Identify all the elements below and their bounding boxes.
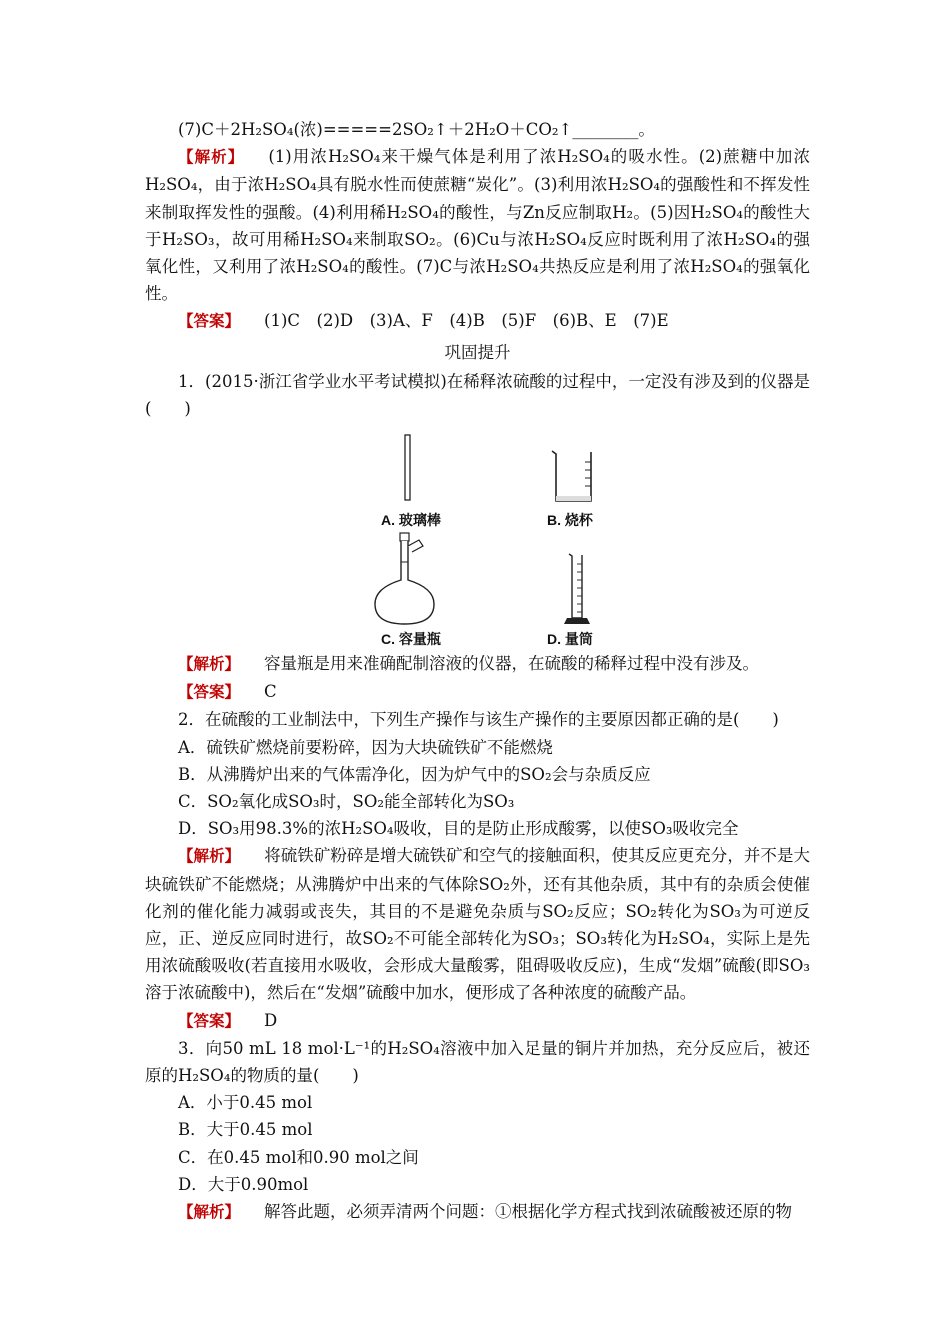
q7-line: (7)C＋2H₂SO₄(浓)=====2SO₂↑＋2H₂O＋CO₂↑________。	[178, 120, 655, 139]
block1-analysis-text: (1)用浓H₂SO₄来干燥气体是利用了浓H₂SO₄的吸水性。(2)蔗糖中加浓H₂SO₄，由于浓H₂SO₄具有脱水性而使蔗糖“炭化”。(3)利用浓H₂SO₄的强酸性和不挥发性来制取挥发性的强酸。(4)利用稀H₂SO₄的酸性，与Zn反应制取H₂。(5)因H₂SO₄的酸性大于H₂SO₃，故可用稀H₂SO₄来制取SO₂。(6)Cu与浓H₂SO₄反应时既利用了浓H₂SO₄的强氧化性，又利用了浓H₂SO₄的酸性。(7)C与浓H₂SO₄共热反应是利用了浓H₂SO₄的强氧化性。	[145, 147, 810, 304]
analysis-tag: 【解析】	[178, 847, 241, 866]
q1-answer	[145, 678, 810, 706]
q2-analysis-text: 将硫铁矿粉碎是增大硫铁矿和空气的接触面积，使其反应更充分，并不是大块硫铁矿不能燃烧；从沸腾炉中出来的气体除SO₂外，还有其他杂质，其中有的杂质会使催化剂的催化能力减弱或丧失，其目的不是避免杂质与SO₂反应；SO₂转化为SO₃为可逆反应，正、逆反应同时进行，故SO₂不可能全部转化为SO₃；SO₃转化为H₂SO₄，实际上是先用浓硫酸吸收(若直接用水吸收，会形成大量酸雾，阻碍吸收反应)，生成“发烟”硫酸(即SO₃溶于浓硫酸中)，然后在“发烟”硫酸中加水，便形成了各种浓度的硫酸产品。	[145, 846, 810, 1003]
figure-label-c: C. 容量瓶	[381, 631, 441, 648]
block1-answer-text: (1)C (2)D (3)A、F (4)B (5)F (6)B、E (7)E	[264, 311, 669, 331]
beaker-icon	[549, 448, 597, 504]
graduated-cylinder-icon	[559, 552, 593, 628]
q1-analysis-text: 容量瓶是用来准确配制溶液的仪器，在硫酸的稀释过程中没有涉及。	[264, 654, 760, 674]
answer-tag: 【答案】	[178, 1011, 241, 1030]
q1-answer-text: C	[264, 682, 277, 702]
document-page	[145, 116, 810, 1226]
volumetric-flask-icon	[367, 532, 443, 628]
q3-analysis	[145, 1198, 810, 1226]
answer-tag: 【答案】	[178, 683, 241, 702]
answer-tag: 【答案】	[178, 312, 241, 331]
q3-option-c: C．在0.45 mol和0.90 mol之间	[178, 1147, 419, 1167]
figure-label-d: D. 量筒	[547, 631, 593, 648]
q2-stem: 2．在硫酸的工业制法中，下列生产操作与该生产操作的主要原因都正确的是( )	[178, 710, 779, 730]
q2-option-b: B．从沸腾炉出来的气体需净化，因为炉气中的SO₂会与杂质反应	[178, 764, 651, 784]
figure-label-b: B. 烧杯	[547, 512, 593, 529]
q2-option-a: A．硫铁矿燃烧前要粉碎，因为大块硫铁矿不能燃烧	[178, 737, 553, 757]
lab-instruments-figure	[145, 426, 810, 648]
analysis-tag: 【解析】	[178, 148, 245, 167]
section-title: 巩固提升	[444, 342, 511, 362]
q1-stem: 1．(2015·浙江省学业水平考试模拟)在稀释浓硫酸的过程中，一定没有涉及到的仪器是( )	[145, 371, 810, 418]
figure-label-a: A. 玻璃棒	[381, 512, 441, 529]
q2-analysis	[145, 842, 810, 1006]
q2-option-d: D．SO₃用98.3%的浓H₂SO₄吸收，目的是防止形成酸雾，以使SO₃吸收完全	[178, 819, 739, 839]
q3-analysis-text: 解答此题，必须弄清两个问题：①根据化学方程式找到浓硫酸被还原的物	[264, 1202, 793, 1222]
q3-option-a: A．小于0.45 mol	[178, 1093, 313, 1113]
q2-answer-text: D	[264, 1010, 278, 1030]
block1-analysis	[145, 143, 810, 307]
analysis-tag: 【解析】	[178, 1203, 241, 1222]
q1-analysis	[145, 650, 810, 678]
q2-answer	[145, 1007, 810, 1035]
q3-option-b: B．大于0.45 mol	[178, 1120, 313, 1140]
q3-stem: 3．向50 mL 18 mol·L⁻¹的H₂SO₄溶液中加入足量的铜片并加热，充分反应后，被还原的H₂SO₄的物质的量( )	[145, 1038, 810, 1086]
analysis-tag: 【解析】	[178, 655, 241, 674]
block1-answer	[145, 307, 810, 335]
q2-option-c: C．SO₂氧化成SO₃时，SO₂能全部转化为SO₃	[178, 792, 515, 812]
glass-rod-icon	[395, 434, 421, 502]
q3-option-d: D．大于0.90mol	[178, 1174, 309, 1194]
